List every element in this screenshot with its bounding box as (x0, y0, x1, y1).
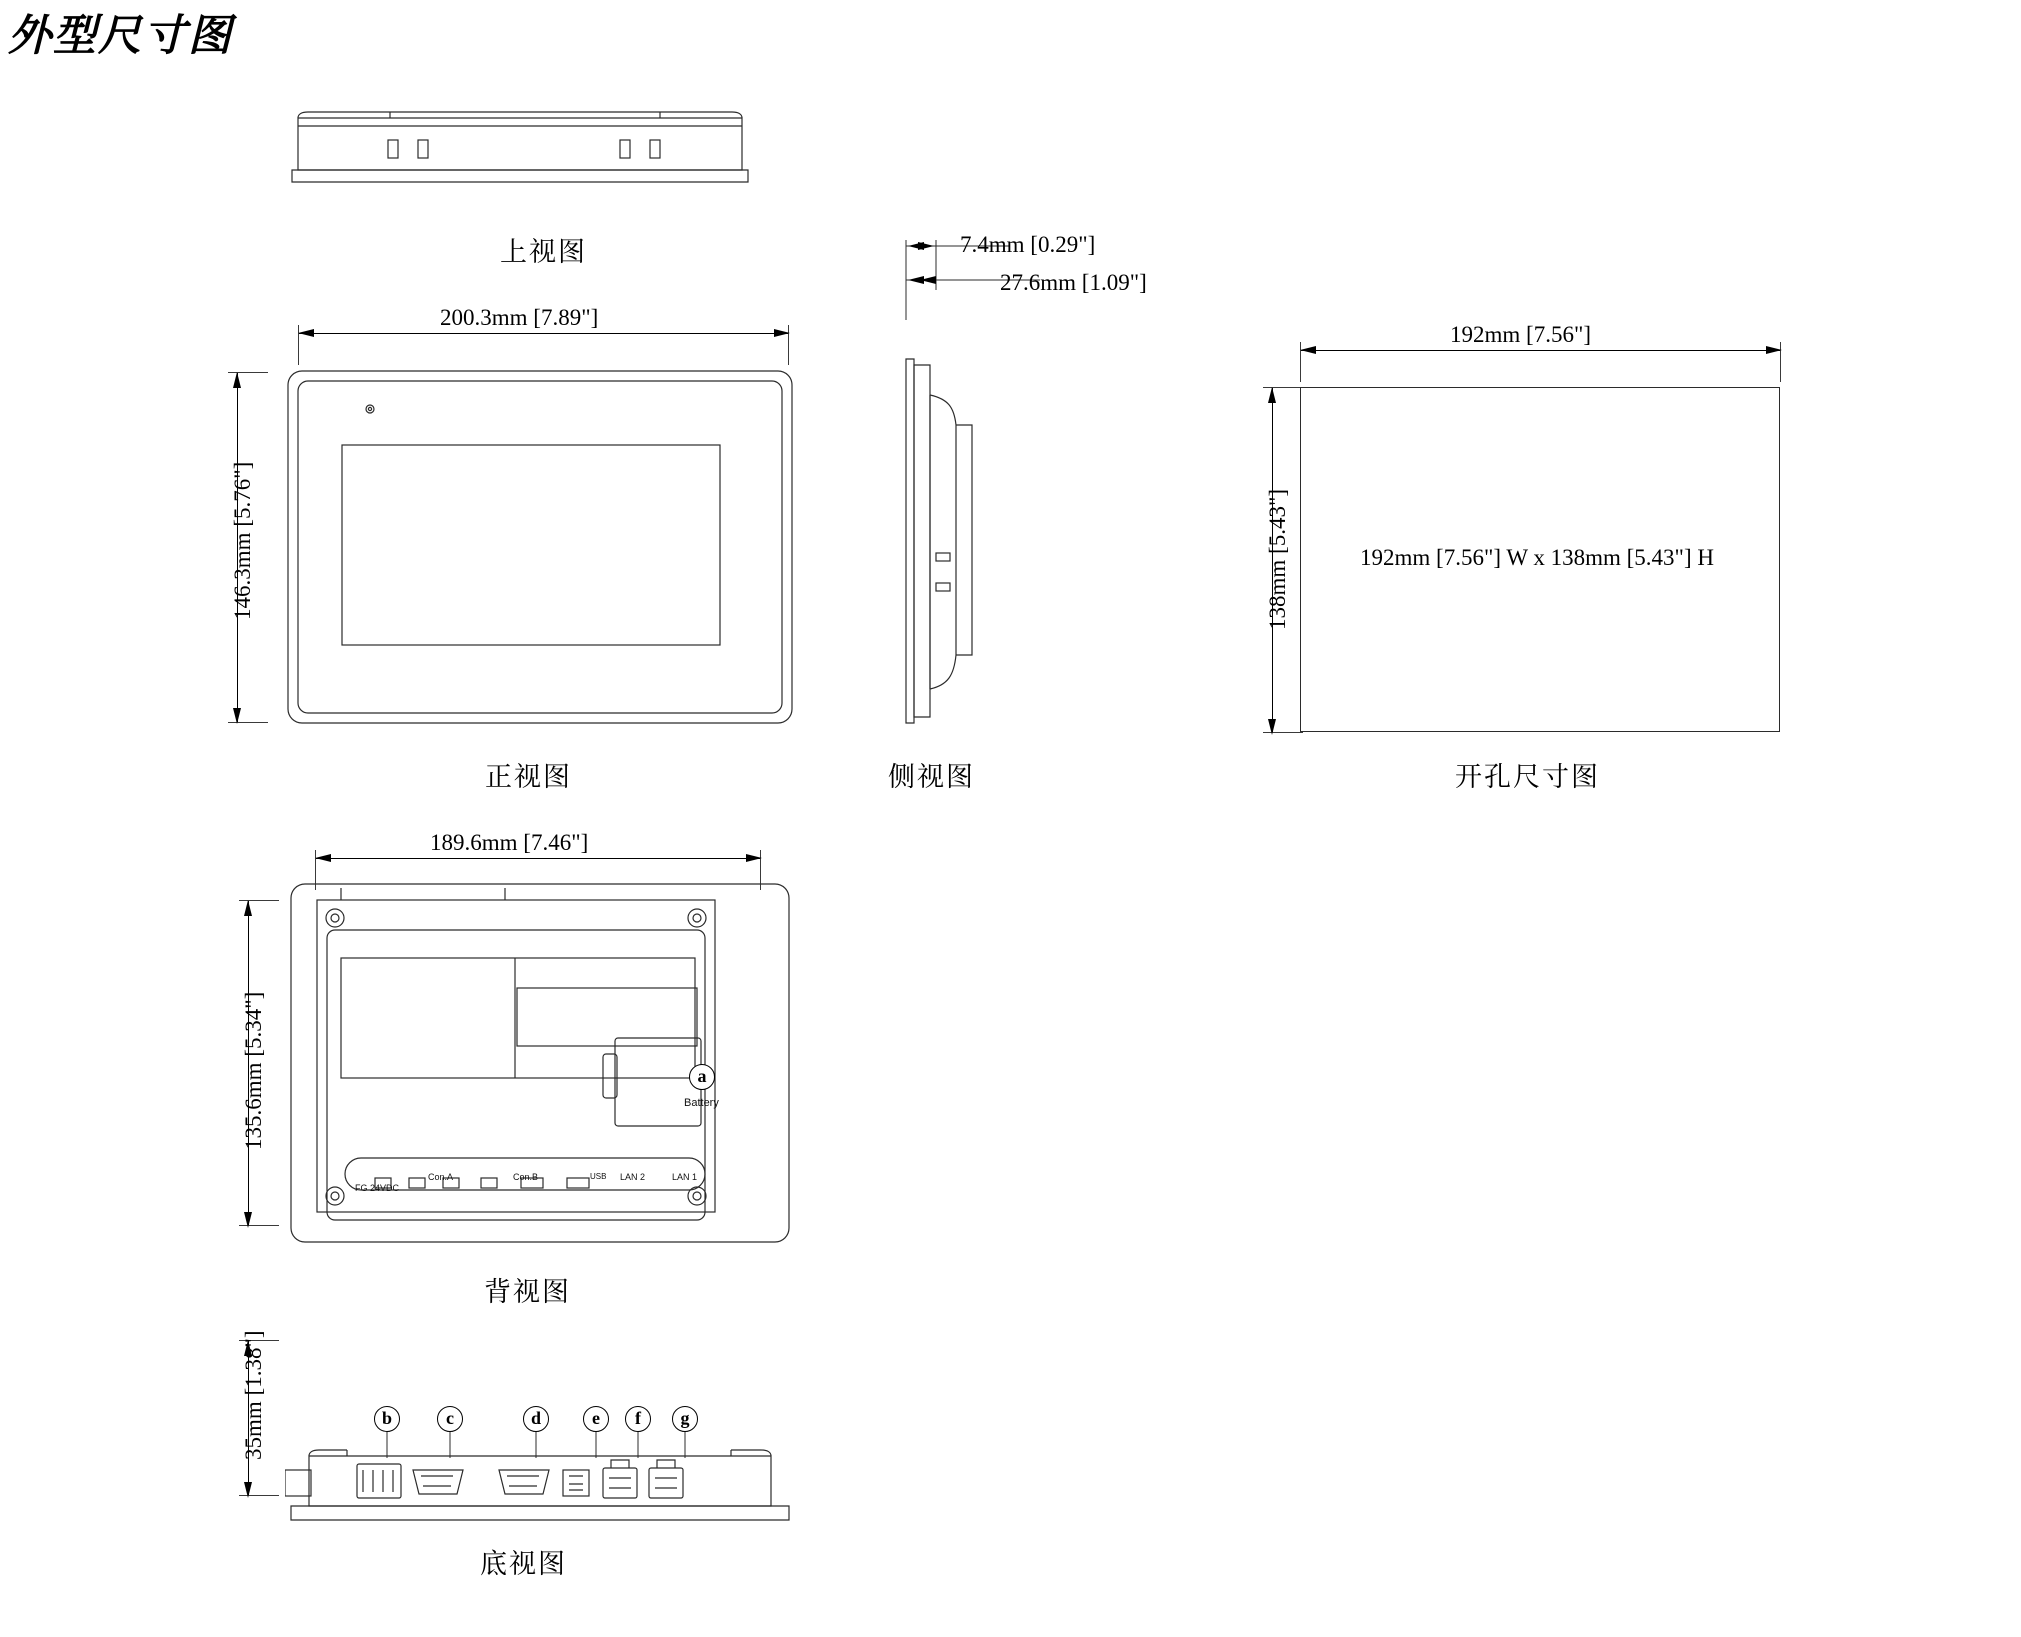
battery-label: Battery (684, 1097, 719, 1109)
side-view-drawing (900, 355, 1030, 740)
rear-height-label: 135.6mm [5.34"] (241, 991, 266, 1150)
front-width-label: 200.3mm [7.89"] (440, 305, 599, 330)
callout-f: f (625, 1406, 651, 1432)
rear-label-lan2: LAN 2 (620, 1172, 646, 1182)
front-view-drawing (280, 363, 800, 736)
cutout-width-label: 192mm [7.56"] (1450, 322, 1591, 347)
caption-cutout-view: 开孔尺寸图 (1455, 762, 1600, 792)
page-title: 外型尺寸图 (8, 12, 233, 60)
front-height-label: 146.3mm [5.76"] (230, 461, 255, 620)
caption-rear-view: 背视图 (484, 1277, 571, 1307)
rear-label-con-b: Con.B (513, 1172, 539, 1182)
rear-label-usb: USB (590, 1172, 607, 1181)
rear-label-con-a: Con.A (428, 1172, 454, 1182)
callout-a-battery: a (689, 1064, 715, 1090)
rear-width-label: 189.6mm [7.46"] (430, 830, 589, 855)
rear-view-drawing (285, 878, 795, 1258)
rear-label-power: FG 24VDC (355, 1183, 400, 1193)
callout-b: b (374, 1406, 400, 1432)
top-view-drawing (290, 100, 750, 205)
side-depth-total-label: 27.6mm [1.09"] (1000, 270, 1147, 295)
callout-g: g (672, 1406, 698, 1432)
cutout-height-label: 138mm [5.43"] (1265, 489, 1290, 630)
callout-d: d (523, 1406, 549, 1432)
bottom-view-drawing (285, 1430, 795, 1535)
bottom-height-label: 35mm [1.38"] (241, 1330, 266, 1460)
caption-top-view: 上视图 (500, 237, 587, 267)
caption-bottom-view: 底视图 (480, 1549, 567, 1579)
caption-front-view: 正视图 (485, 762, 572, 792)
caption-side-view: 侧视图 (888, 762, 975, 792)
side-depth-front-label: 7.4mm [0.29"] (960, 232, 1096, 257)
callout-e: e (583, 1406, 609, 1432)
rear-label-lan1: LAN 1 (672, 1172, 698, 1182)
callout-c: c (437, 1406, 463, 1432)
cutout-size-text: 192mm [7.56"] W x 138mm [5.43"] H (1360, 545, 1714, 570)
